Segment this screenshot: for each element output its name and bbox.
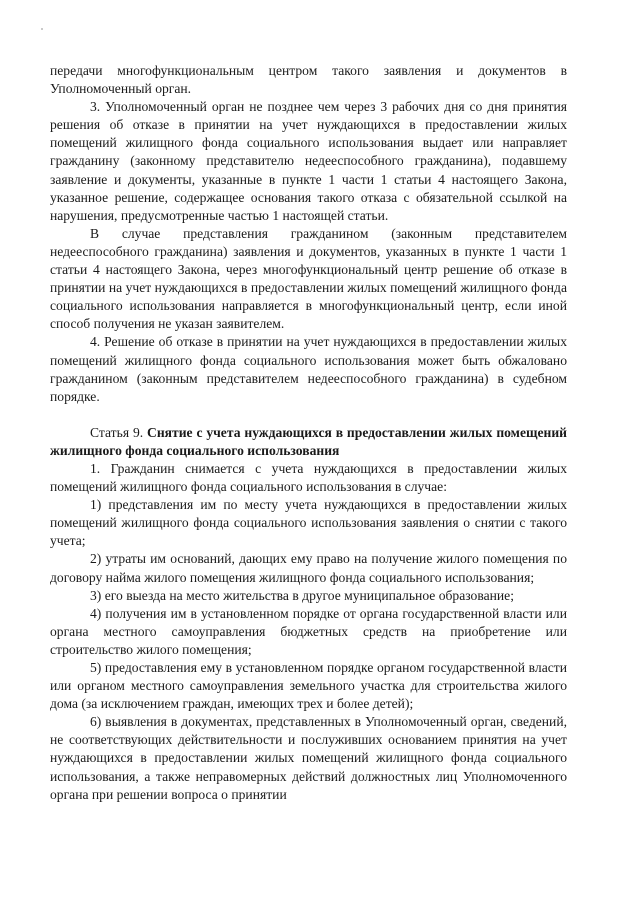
list-item-6: 6) выявления в документах, представленных в Уполномоченный орган, сведений, не соответствующих действительности и послуживших основанием принятия на учет нуждающихся в предоставлении жилых помещений жилищного фонда социального использования, а также неправомерных действий должностных лиц Уполномоченного органа при решении вопроса о принятии (50, 714, 567, 802)
list-item-1: 1) представления им по месту учета нуждающихся в предоставлении жилых помещений жилищного фонда социального использования заявления о снятии с такого учета; (50, 497, 567, 549)
paragraph-continuation: передачи многофункциональным центром такого заявления и документов в Уполномоченный орган. (50, 63, 567, 97)
paragraph-clause-4: 4. Решение об отказе в принятии на учет нуждающихся в предоставлении жилых помещений жилищного фонда социального использования может быть обжаловано гражданином (законным представителем недееспособного гражданина) в судебном порядке. (50, 334, 567, 404)
paragraph-clause-3: 3. Уполномоченный орган не позднее чем через 3 рабочих дня со дня принятия решения об отказе в принятии на учет нуждающихся в предоставлении жилых помещений жилищного фонда социального использования выдает или направляет гражданину (законному представителю недееспособного гражданина), подавшему заявление и документы, указанные в пункте 1 части 1 статьи 4 настоящего Закона, указанное решение, содержащее основания такого отказа с обязательной ссылкой на нарушения, предусмотренные частью 1 настоящей статьи. (50, 99, 567, 223)
list-item-2: 2) утраты им оснований, дающих ему право на получение жилого помещения по договору найма жилого помещения жилищного фонда социального использования; (50, 551, 567, 585)
paragraph-mfc-case: В случае представления гражданином (законным представителем недееспособного гражданина) заявления и документов, указанных в пункте 1 части 1 статьи 4 настоящего Закона, через многофункциональный центр решение об отказе в принятии на учет нуждающихся в предоставлении жилых помещений жилищного фонда социального использования направляется в многофункциональный центр, если иной способ получения не указан заявителем. (50, 225, 567, 332)
paragraph-art9-clause-1: 1. Гражданин снимается с учета нуждающихся в предоставлении жилых помещений жилищного фонда социального использования в случае: (50, 460, 567, 495)
article-heading (50, 424, 567, 460)
article-number: Статья 9. (90, 424, 148, 440)
document-page (50, 62, 567, 804)
article-title: Снятие с учета нуждающихся в предоставлении жилых помещений жилищного фонда социального использования (50, 424, 567, 458)
scan-speck (41, 28, 43, 30)
list-item-3: 3) его выезда на место жительства в другое муниципальное образование; (90, 587, 514, 603)
list-item-4: 4) получения им в установленном порядке от органа государственной власти или органа местного самоуправления бюджетных средств на приобретение или строительство жилого помещения; (50, 605, 567, 657)
section-gap (50, 406, 567, 424)
list-item-5: 5) предоставления ему в установленном порядке органом государственной власти или органом местного самоуправления земельного участка для строительства жилого дома (за исключением граждан, имеющих трех и более детей); (50, 660, 567, 712)
